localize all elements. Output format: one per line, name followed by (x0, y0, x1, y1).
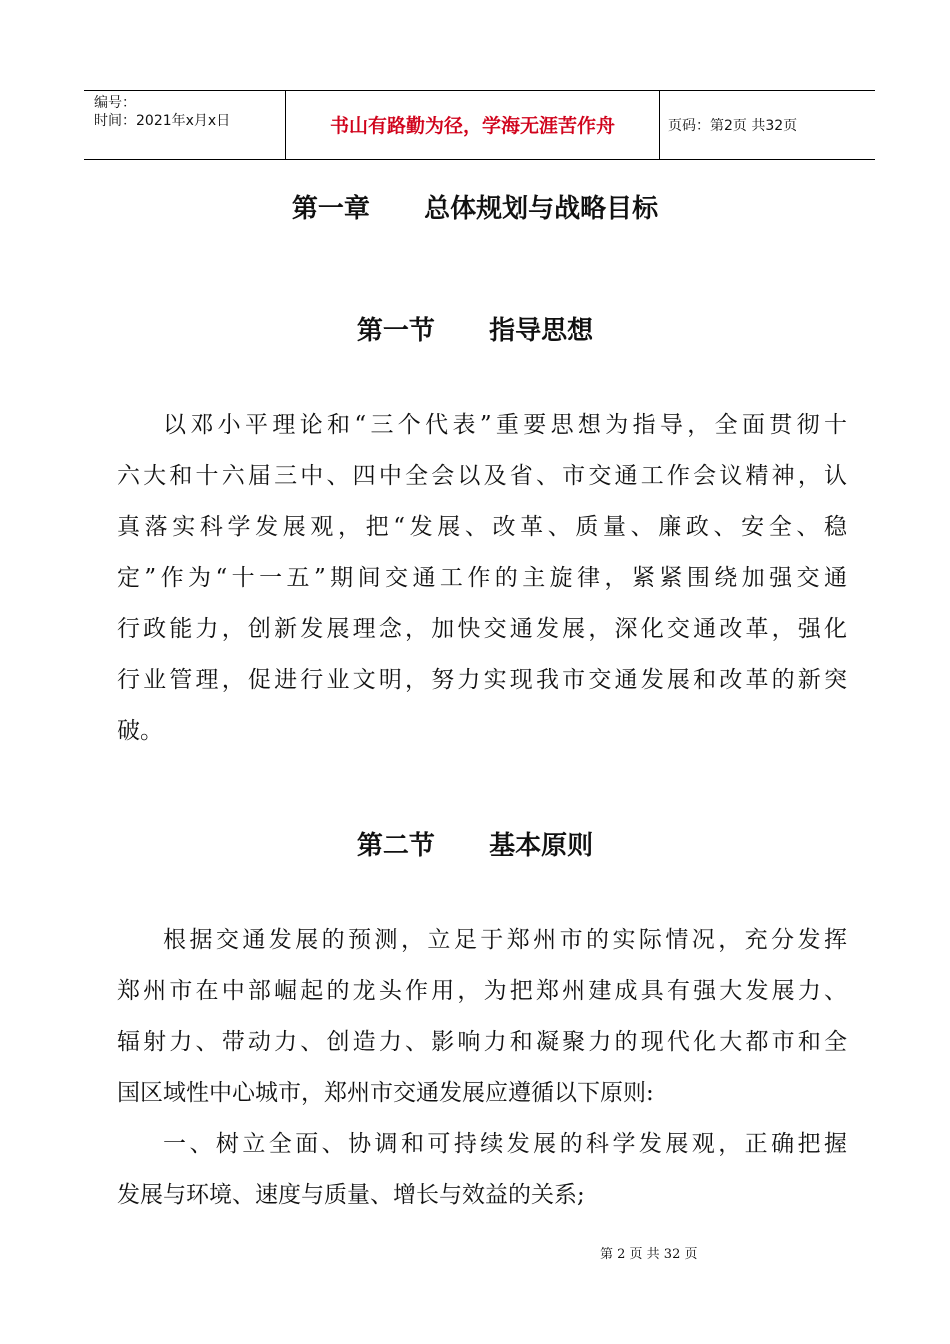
paragraph-line: 定”作为“十一五”期间交通工作的主旋律，紧紧围绕加强交通 (117, 565, 847, 591)
paragraph-line: 破。 (117, 718, 163, 744)
section-1-title: 第一节 指导思想 (356, 316, 594, 346)
paragraph-line: 以邓小平理论和“三个代表”重要思想为指导，全面贯彻十 (163, 412, 847, 438)
header-page-cell (660, 91, 875, 159)
page-number-label: 页码：第2页 共32页 (668, 118, 798, 134)
paragraph-line: 国区域性中心城市，郑州市交通发展应遵循以下原则: (117, 1080, 654, 1106)
page-footer: 第 2 页 共 32 页 (600, 1247, 698, 1262)
serial-number-label: 编号： (94, 95, 136, 111)
header-meta-cell (84, 91, 286, 159)
paragraph-line: 发展与环境、速度与质量、增长与效益的关系; (117, 1182, 585, 1208)
document-header (84, 90, 875, 160)
paragraph-line: 郑州市在中部崛起的龙头作用，为把郑州建成具有强大发展力、 (117, 978, 847, 1004)
paragraph-line: 一、树立全面、协调和可持续发展的科学发展观，正确把握 (163, 1131, 847, 1157)
paragraph-line: 行政能力，创新发展理念，加快交通发展，深化交通改革，强化 (117, 616, 847, 642)
header-motto-cell (286, 91, 660, 159)
section-2-paragraph (117, 915, 847, 1119)
chapter-title: 第一章 总体规划与战略目标 (291, 194, 659, 224)
principle-1-paragraph (117, 1119, 847, 1221)
date-label: 时间：2021年x月x日 (94, 113, 231, 129)
paragraph-line: 六大和十六届三中、四中全会以及省、市交通工作会议精神，认 (117, 463, 847, 489)
paragraph-line: 根据交通发展的预测，立足于郑州市的实际情况，充分发挥 (163, 927, 847, 953)
paragraph-line: 真落实科学发展观，把“发展、改革、质量、廉政、安全、稳 (117, 514, 847, 540)
section-1-paragraph (117, 400, 847, 757)
paragraph-line: 行业管理，促进行业文明，努力实现我市交通发展和改革的新突 (117, 667, 847, 693)
motto-text: 书山有路勤为径，学海无涯苦作舟 (329, 115, 615, 137)
section-2-title: 第二节 基本原则 (356, 831, 594, 861)
paragraph-line: 辐射力、带动力、创造力、影响力和凝聚力的现代化大都市和全 (117, 1029, 847, 1055)
